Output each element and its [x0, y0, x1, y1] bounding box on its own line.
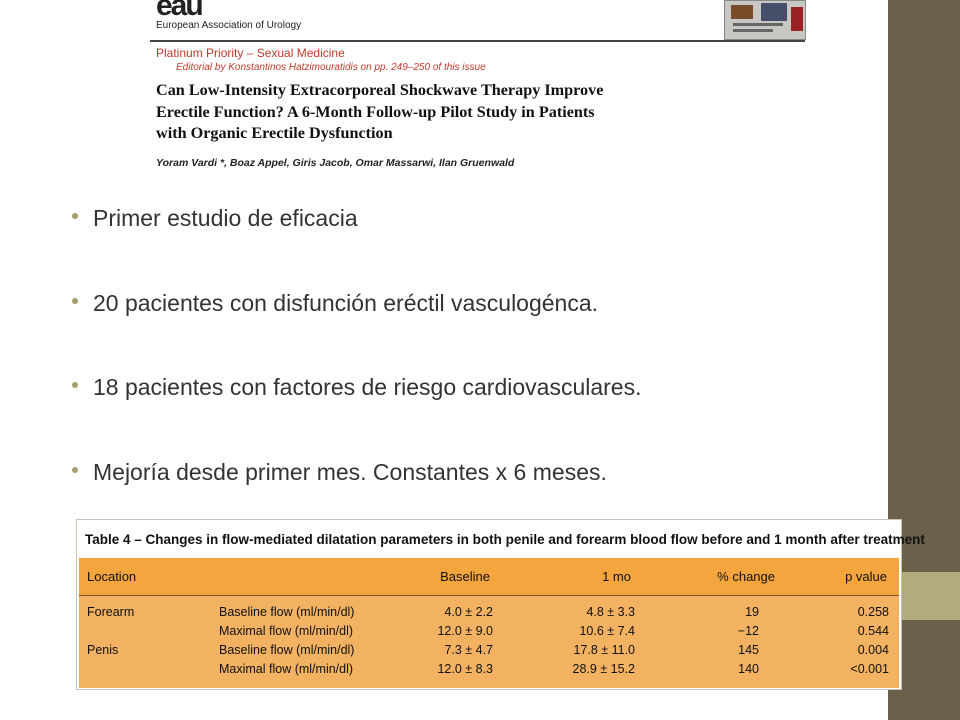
table-caption: Table 4 – Changes in flow-mediated dilatation parameters in both penile and forearm blood flow before and 1 month after treatment	[85, 532, 925, 547]
journal-cover-thumbnail	[724, 0, 806, 40]
results-table-image	[76, 519, 925, 690]
table-cell-change: 140	[738, 662, 759, 676]
table-cell-change: 19	[745, 605, 759, 619]
article-title-line: Erectile Function? A 6-Month Follow-up Pilot Study in Patients	[156, 102, 595, 121]
table-cell-baseline: 7.3 ± 4.7	[444, 643, 493, 657]
table-cell-1mo: 28.9 ± 15.2	[572, 662, 635, 676]
table-cell-baseline: 12.0 ± 9.0	[437, 624, 493, 638]
article-title-line: with Organic Erectile Dysfunction	[156, 124, 393, 142]
eau-logo-mark: eau	[156, 0, 202, 22]
article-title-line: Can Low-Intensity Extracorporeal Shockwave Therapy Improve	[156, 81, 604, 99]
table-cell-location: Forearm	[87, 605, 135, 619]
table-header-cell: 1 mo	[602, 569, 631, 584]
table-cell-baseline: 12.0 ± 8.3	[437, 662, 493, 676]
table-cell-change: −12	[737, 624, 759, 638]
table-cell-location: Penis	[87, 643, 119, 657]
table-cell-p: <0.001	[850, 662, 889, 676]
bullet-text: 20 pacientes con disfunción eréctil vasculogénca.	[93, 290, 599, 316]
table-cell-p: 0.544	[857, 624, 889, 638]
bullet-dot-icon	[72, 298, 78, 304]
table-header-cell: Baseline	[440, 569, 490, 584]
bullet-item	[72, 374, 641, 401]
table-cell-p: 0.258	[857, 605, 889, 619]
table-header-cell: p value	[845, 569, 887, 584]
article-divider	[150, 40, 805, 42]
table-cell-param: Baseline flow (ml/min/dl)	[219, 643, 355, 657]
bullet-dot-icon	[72, 467, 78, 473]
table-cell-1mo: 4.8 ± 3.3	[586, 605, 635, 619]
article-header-image	[150, 0, 805, 180]
bullet-text: Mejoría desde primer mes. Constantes x 6 meses.	[93, 459, 607, 485]
eau-logo-text: European Association of Urology	[156, 20, 302, 31]
article-editorial-note: Editorial by Konstantinos Hatzimouratidis on pp. 249–250 of this issue	[176, 62, 486, 73]
article-section: Platinum Priority – Sexual Medicine	[156, 46, 345, 60]
table-header-cell: Location	[87, 569, 137, 584]
article-authors: Yoram Vardi *, Boaz Appel, Giris Jacob, Omar Massarwi, Ilan Gruenwald	[156, 157, 515, 169]
bullet-item	[72, 205, 358, 232]
table-cell-change: 145	[738, 643, 759, 657]
table-cell-baseline: 4.0 ± 2.2	[444, 605, 493, 619]
article-title	[156, 80, 804, 145]
bullet-item	[72, 459, 607, 486]
bullet-text: Primer estudio de eficacia	[93, 205, 358, 231]
table-body	[79, 558, 899, 688]
table-cell-param: Maximal flow (ml/min/dl)	[219, 624, 354, 638]
bullet-dot-icon	[72, 382, 78, 388]
table-cell-param: Maximal flow (ml/min/dl)	[219, 662, 354, 676]
table-header-row	[79, 558, 899, 595]
table-cell-param: Baseline flow (ml/min/dl)	[219, 605, 355, 619]
bullet-item	[72, 290, 598, 317]
bullet-text: 18 pacientes con factores de riesgo cardiovasculares.	[93, 374, 642, 400]
table-header-cell: % change	[717, 569, 775, 584]
bullet-dot-icon	[72, 213, 78, 219]
table-cell-p: 0.004	[857, 643, 889, 657]
table-header-divider	[79, 595, 899, 596]
table-cell-1mo: 10.6 ± 7.4	[579, 624, 635, 638]
table-cell-1mo: 17.8 ± 11.0	[573, 643, 635, 657]
